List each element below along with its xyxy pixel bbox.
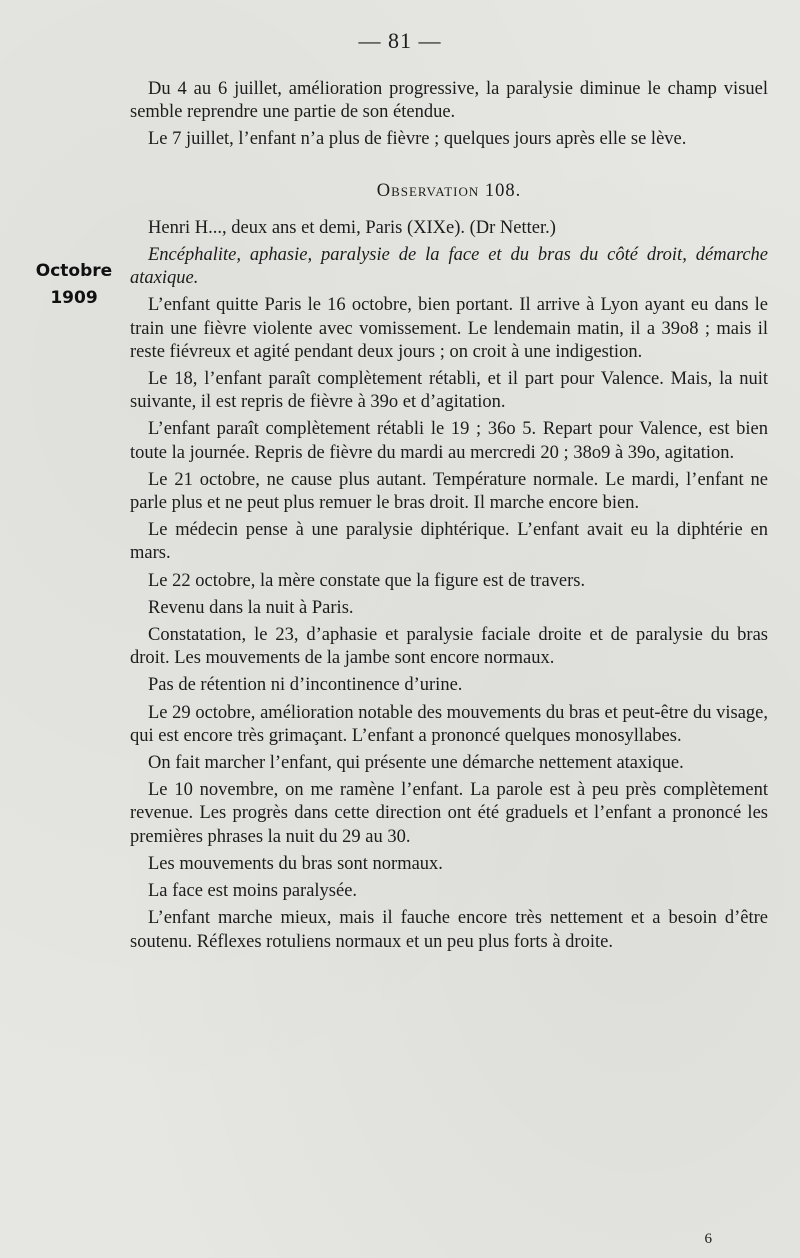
paragraph: Le 29 octobre, amélioration notable des mouvements du bras et peut-être du visage, qui est encore très grimaçant. L’enfant a prononcé quelques monosyllabes. — [130, 702, 768, 746]
paragraph: On fait marcher l’enfant, qui présente une démarche nettement ataxique. — [148, 753, 684, 774]
paragraph: L’enfant paraît complètement rétabli le 19 ; 36o 5. Repart pour Valence, est bien toute la journée. Repris de fièvre du mardi au mercredi 20 ; 38o9 à 39o, agitation. — [130, 419, 768, 463]
paragraph: Constatation, le 23, d’aphasie et paralysie faciale droite et de paralysie du bras droit. Les mouvements de la jambe sont encore normaux. — [130, 625, 768, 669]
page-number: — 81 — — [358, 28, 442, 53]
paragraph: Le 21 octobre, ne cause plus autant. Température normale. Le mardi, l’enfant ne parle plus et ne peut plus remuer le bras droit. Il marche encore bien. — [130, 469, 768, 514]
margin-date-note — [24, 258, 124, 312]
paragraph: Les mouvements du bras sont normaux. — [148, 853, 443, 874]
paragraph: Le 10 novembre, on me ramène l’enfant. La parole est à peu près complètement revenue. Les progrès dans cette direction ont été graduels et l’enfant a prononcé les premières phrases la nuit du 29 au 30. — [130, 780, 768, 847]
paragraph: Revenu dans la nuit à Paris. — [148, 597, 354, 618]
margin-year: 1909 — [50, 288, 98, 308]
signature-mark: 6 — [704, 1231, 712, 1247]
margin-month: Octobre — [35, 261, 113, 281]
paragraph: L’enfant quitte Paris le 16 octobre, bien portant. Il arrive à Lyon ayant eu dans le train une fièvre violente avec vomissement. Le lendemain matin, il a 39o8 ; mais il reste fiévreux et agité pendant deux jours ; on croit à une indigestion. — [130, 295, 768, 362]
body-text — [130, 78, 768, 958]
paragraph: Pas de rétention ni d’incontinence d’urine. — [148, 675, 463, 696]
intro-paragraph: Le 7 juillet, l’enfant n’a plus de fièvre ; quelques jours après elle se lève. — [148, 129, 687, 150]
paragraph: Le 22 octobre, la mère constate que la figure est de travers. — [148, 570, 586, 591]
patient-line: Henri H..., deux ans et demi, Paris (XIXe). (Dr Netter.) — [148, 217, 556, 238]
paragraph: Le médecin pense à une paralysie diphtérique. L’enfant avait eu la diphtérie en mars. — [130, 520, 768, 564]
paragraph: L’enfant marche mieux, mais il fauche encore très nettement et a besoin d’être soutenu. Réflexes rotuliens normaux et un peu plus forts à droite. — [130, 908, 768, 952]
observation-subtitle: Encéphalite, aphasie, paralysie de la face et du bras du côté droit, démarche ataxique. — [130, 245, 768, 289]
paragraph: La face est moins paralysée. — [148, 881, 358, 902]
intro-paragraph: Du 4 au 6 juillet, amélioration progressive, la paralysie diminue le champ visuel semble reprendre une partie de son étendue. — [130, 79, 768, 123]
paragraph: Le 18, l’enfant paraît complètement rétabli, et il part pour Valence. Mais, la nuit suivante, il est repris de fièvre à 39o et d’agitation. — [130, 369, 768, 413]
observation-title: Observation 108. — [376, 180, 522, 201]
